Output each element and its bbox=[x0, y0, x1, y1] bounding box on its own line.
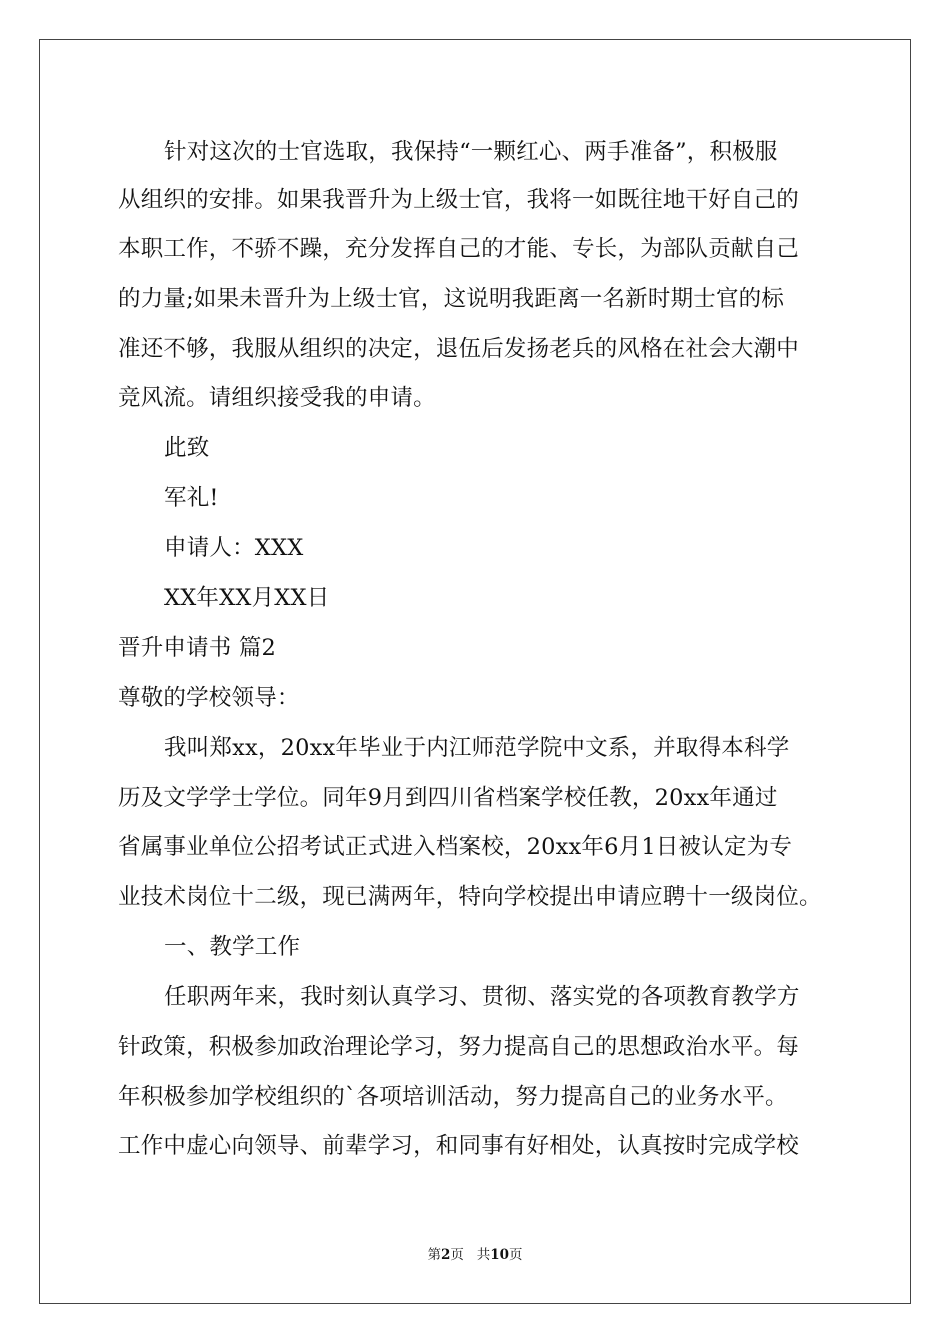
paragraph-line: 业技术岗位十二级，现已满两年，特向学校提出申请应聘十一级岗位。 bbox=[118, 884, 822, 910]
paragraph-line: 竞风流。请组织接受我的申请。 bbox=[118, 385, 436, 411]
salutation-line: 此致 bbox=[164, 435, 210, 461]
footer-page-number: 2 bbox=[440, 1247, 451, 1263]
subheading: 一、教学工作 bbox=[164, 934, 301, 960]
paragraph-line: 准还不够，我服从组织的决定，退伍后发扬老兵的风格在社会大潮中 bbox=[118, 336, 800, 362]
paragraph-line: 年积极参加学校组织的`各项培训活动，努力提高自己的业务水平。 bbox=[118, 1084, 788, 1110]
page-footer bbox=[0, 1246, 950, 1264]
section-title: 晋升申请书 篇2 bbox=[118, 635, 277, 661]
page-border bbox=[39, 39, 911, 1304]
salutation-line: 军礼! bbox=[164, 485, 219, 511]
paragraph-line: 工作中虚心向领导、前辈学习，和同事有好相处，认真按时完成学校 bbox=[118, 1133, 800, 1159]
date-line: XX年XX月XX日 bbox=[164, 585, 330, 611]
applicant-line: 申请人：XXX bbox=[164, 535, 304, 561]
paragraph-line: 本职工作，不骄不躁，充分发挥自己的才能、专长，为部队贡献自己 bbox=[118, 236, 800, 262]
footer-total-pages: 10 bbox=[490, 1247, 510, 1263]
paragraph-line: 任职两年来，我时刻认真学习、贯彻、落实党的各项教育教学方 bbox=[164, 984, 800, 1010]
paragraph-line: 针政策，积极参加政治理论学习，努力提高自己的思想政治水平。每 bbox=[118, 1034, 800, 1060]
paragraph-line: 历及文学学士学位。同年9月到四川省档案学校任教，20xx年通过 bbox=[118, 785, 778, 811]
footer-suffix: 页 bbox=[509, 1247, 523, 1263]
footer-mid: 页 共 bbox=[450, 1247, 491, 1263]
greeting-line: 尊敬的学校领导： bbox=[118, 685, 300, 711]
paragraph-line: 的力量;如果未晋升为上级士官，这说明我距离一名新时期士官的标 bbox=[118, 286, 785, 312]
paragraph-line: 省属事业单位公招考试正式进入档案校，20xx年6月1日被认定为专 bbox=[118, 834, 793, 860]
footer-prefix: 第 bbox=[427, 1247, 441, 1263]
paragraph-line: 从组织的安排。如果我晋升为上级士官，我将一如既往地干好自己的 bbox=[118, 187, 800, 213]
paragraph-line: 针对这次的士官选取，我保持“一颗红心、两手准备”，积极服 bbox=[164, 139, 778, 165]
paragraph-line: 我叫郑xx，20xx年毕业于内江师范学院中文系，并取得本科学 bbox=[164, 735, 790, 761]
